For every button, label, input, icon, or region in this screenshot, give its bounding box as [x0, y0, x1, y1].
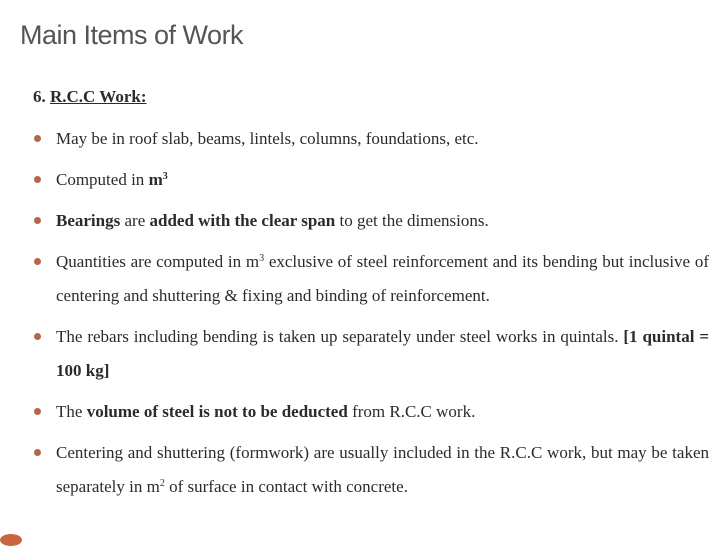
- bullet-text: are: [120, 211, 150, 230]
- bold-text: Bearings: [56, 211, 121, 230]
- corner-decoration: [0, 534, 22, 546]
- unit-superscript: 2: [159, 478, 165, 489]
- bullet-text: The: [56, 402, 87, 421]
- bullet-list: [33, 122, 709, 511]
- bullet-text: May be in roof slab, beams, lintels, columns, foundations, etc.: [56, 129, 479, 148]
- bullet-text: to get the dimensions.: [335, 211, 489, 230]
- bullet-dot-icon: [34, 333, 41, 340]
- list-item: [33, 395, 709, 429]
- list-item: [33, 204, 709, 238]
- list-item: [33, 163, 709, 197]
- bullet-dot-icon: [34, 449, 41, 456]
- unit-superscript: 3: [259, 253, 265, 264]
- bold-text: [1 quintal = 100 kg]: [56, 327, 710, 380]
- unit-superscript: 3: [162, 171, 168, 182]
- section-title: R.C.C Work:: [50, 87, 147, 106]
- bullet-text: Quantities are computed in m: [56, 252, 260, 271]
- list-item: [33, 320, 709, 388]
- bullet-dot-icon: [34, 135, 41, 142]
- list-item: [33, 436, 709, 504]
- bullet-text: of surface in contact with concrete.: [164, 477, 408, 496]
- bullet-dot-icon: [34, 258, 41, 265]
- section-number: 6.: [33, 87, 46, 106]
- bold-text: added with the clear span: [149, 211, 336, 230]
- list-item: [33, 245, 709, 313]
- bullet-dot-icon: [34, 176, 41, 183]
- bold-text: volume of steel is not to be deducted: [86, 402, 348, 421]
- slide-title: Main Items of Work: [20, 20, 244, 50]
- bullet-text: from R.C.C work.: [347, 402, 476, 421]
- bullet-text: exclusive of steel reinforcement and its bending but inclusive of centering and shuttering & fixing and binding of reinforcement.: [56, 252, 709, 305]
- bullet-dot-icon: [34, 408, 41, 415]
- bullet-text: Computed in: [56, 170, 149, 189]
- bullet-text: The rebars including bending is taken up separately under steel works in quintals.: [56, 327, 624, 346]
- bullet-text: Centering and shuttering (formwork) are usually included in the R.C.C work, but may be taken separately in m: [56, 443, 709, 496]
- list-item: [33, 122, 709, 156]
- section-heading: [33, 87, 147, 107]
- unit-text: m: [148, 170, 163, 189]
- bullet-dot-icon: [34, 217, 41, 224]
